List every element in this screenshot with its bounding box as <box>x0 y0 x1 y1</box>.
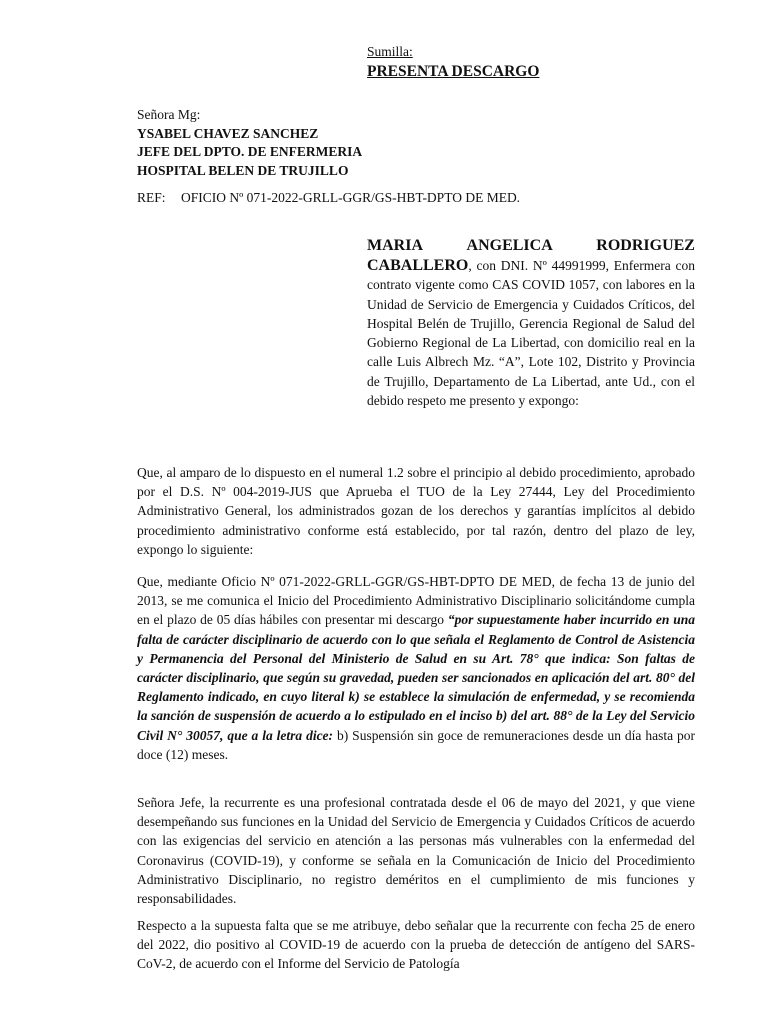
paragraph-response: Respecto a la supuesta falta que se me atribuye, debo señalar que la recurrente con fecha 25 de enero del 2022, dio positivo al COVID-19 de acuerdo con la prueba de detección de antígeno del SARS-CoV-2, de acuerdo con el Informe del Servicio de Patología <box>137 918 695 972</box>
reference-line <box>137 189 697 207</box>
sender-name-word: RODRIGUEZ <box>596 237 695 254</box>
addressee-block <box>137 106 697 180</box>
reference-value: OFICIO Nº 071-2022-GRLL-GGR/GS-HBT-DPTO DE MED. <box>181 190 521 205</box>
addressee-name: YSABEL CHAVEZ SANCHEZ <box>137 125 319 141</box>
paragraph-text: b) Suspensión sin goce de remuneraciones desde un día hasta por doce (12) meses. <box>137 727 696 762</box>
sender-details: , con DNI. Nº 44991999, Enfermera con contrato vigente como CAS COVID 1057, con labores en la Unidad de Servicio de Emergencia y Cuidados Críticos, del Hospital Belén de Trujillo, Gerencia Regional de Salud del Gobierno Regional de La Libertad, con domicilio real en la calle Luis Albrech Mz. “A”, Lote 102, Distrito y Provincia de Trujillo, Departamento de La Libertad, ante Ud., con el debido respeto me presento y expongo: <box>367 258 695 409</box>
sumilla-label: Sumilla: <box>367 44 413 59</box>
quoted-charge: “por supuestamente haber incurrido en una falta de carácter disciplinario de acuerdo con lo que señala el Reglamento de Control de Asistencia y Permanencia del Personal del Ministerio de Salud en su Art. 78° que indica: Son faltas de carácter disciplinario, que según su gravedad, pueden ser sancionados en aplicación del art. 80° del Reglamento indicado, en cuyo literal k) se establece la simulación de enfermedad, y se recomienda la sanción de suspensión de acuerdo a lo estipulado en el inciso b) del art. 88° de la Ley del Servicio Civil N° 30057, que a la letra dice: <box>137 612 695 743</box>
reference-key: REF: <box>137 190 166 205</box>
paragraph-legal-basis: Que, al amparo de lo dispuesto en el numeral 1.2 sobre el principio al debido procedimiento, aprobado por el D.S. Nº 004-2019-JUS que Aprueba el TUO de la Ley 27444, Ley del Procedimiento Administrativo General, los administrados gozan de los derechos y garantías implícitos al debido procedimiento administrativo conforme está establecido, por tal razón, dentro del plazo de ley, expongo lo siguiente: <box>137 465 695 557</box>
paragraph-text: Que, mediante Oficio Nº 071-2022-GRLL-GGR/GS-HBT-DPTO DE MED, de fecha 13 de junio del 2013, se me comunica el Inicio del Procedimiento Administrativo Disciplinario solicitándome cumpla en el plazo de 05 días hábiles con presentar mi descargo <box>137 574 695 628</box>
addressee-position: JEFE DEL DPTO. DE ENFERMERIA <box>137 144 363 159</box>
sender-surname: CABALLERO <box>367 257 469 274</box>
paragraph-background: Señora Jefe, la recurrente es una profesional contratada desde el 06 de mayo del 2021, y que viene desempeñando sus funciones en la Unidad del Servicio de Emergencia y Cuidados Críticos de acuerdo con las exigencias del servicio en atención a las personas más vulnerables con la enfermedad del Coronavirus (COVID-19), y conforme se señala en la Comunicación de Inicio del Procedimiento Administrativo Disciplinario, no registro deméritos en el cumplimiento de mis funciones y responsabilidades. <box>137 795 695 907</box>
salutation: Señora Mg: <box>137 107 201 122</box>
sender-name-word: MARIA <box>367 237 423 254</box>
document-title: PRESENTA DESCARGO <box>367 63 540 80</box>
sender-name-word: ANGELICA <box>466 237 553 254</box>
sender-block <box>367 236 695 410</box>
paragraph-notification <box>137 572 695 764</box>
sender-name-line <box>367 236 695 256</box>
addressee-institution: HOSPITAL BELEN DE TRUJILLO <box>137 162 349 178</box>
